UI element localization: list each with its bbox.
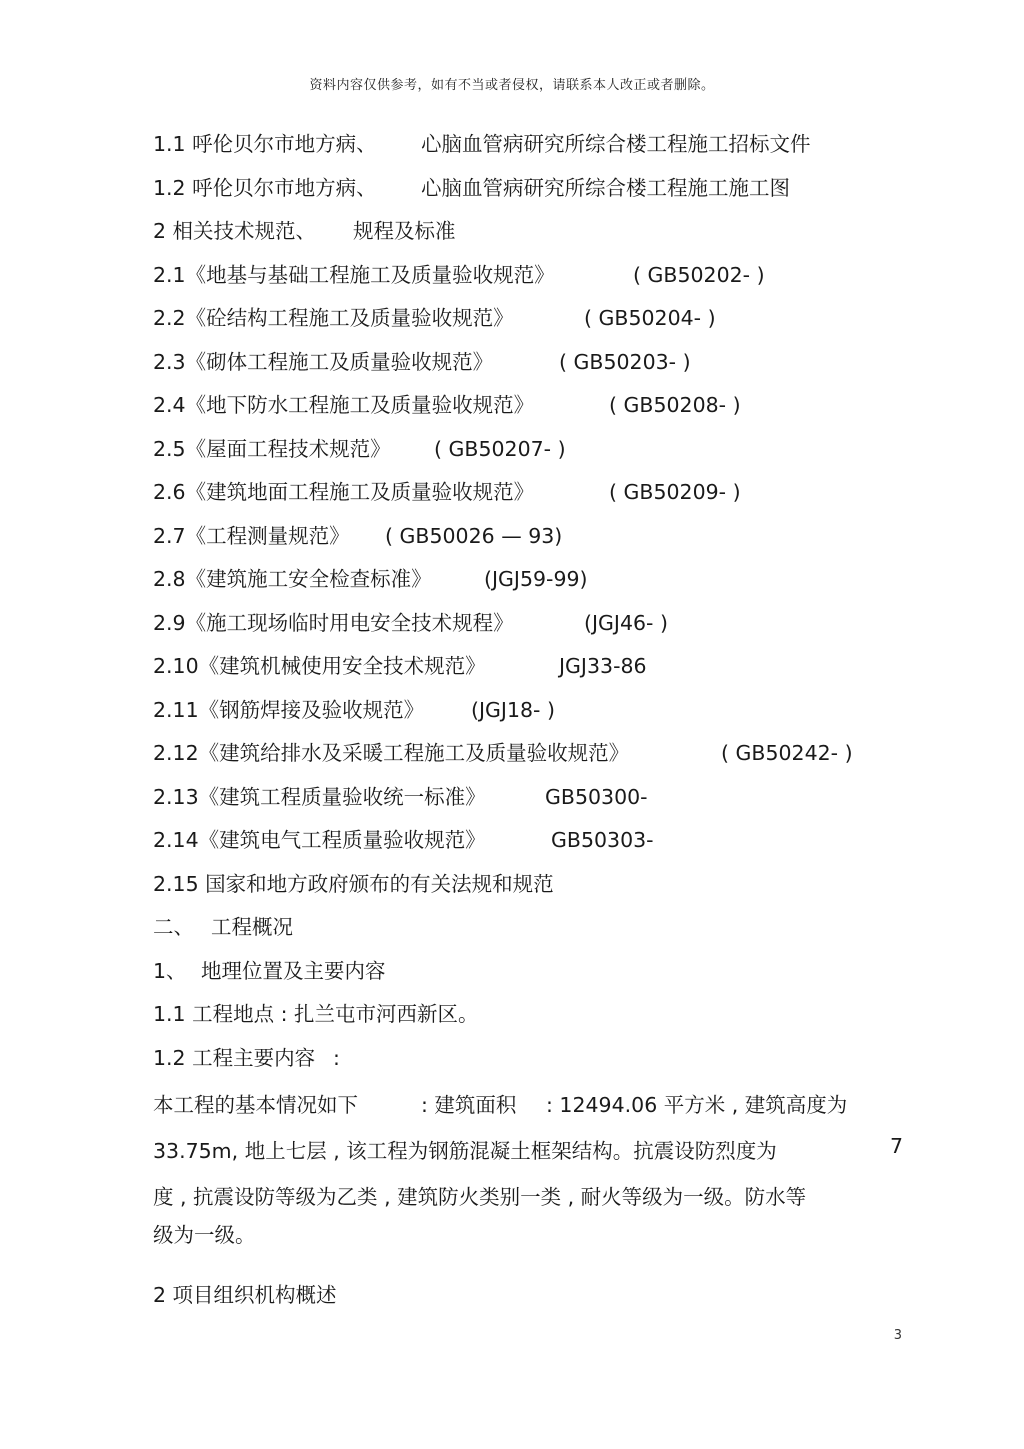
para-line-2a: 33.75m, 地上七层 , 该工程为钢筋混凝土框架结构。抗震设防烈度为 [153,1139,777,1163]
list-item: 2.11《钢筋焊接及验收规范》 (JGJ18- ) [153,697,555,722]
list-item: 2.15 国家和地方政府颁布的有关法规和规范 [153,871,554,896]
para-line-4: 级为一级。 [153,1223,256,1247]
list-item: 2.13《建筑工程质量验收统一标准》 GB50300- [153,784,648,809]
list-item: 2.14《建筑电气工程质量验收规范》 GB50303- [153,828,654,852]
para-line-3: 度 , 抗震设防等级为乙类 , 建筑防火类别一类 , 耐火等级为一级。防水等 [153,1185,807,1209]
list-item: 2.12《建筑给排水及采暖工程施工及质量验收规范》 ( GB50242- ) [153,741,853,765]
list-item: 2.9《施工现场临时用电安全技术规程》 (JGJ46- ) [153,610,668,635]
list-item: 2.4《地下防水工程施工及质量验收规范》 ( GB50208- ) [153,393,741,417]
project-overview-paragraph [153,1088,913,1258]
list-item: 1.1 呼伦贝尔市地方病、 心脑血管病研究所综合楼工程施工招标文件 [153,132,811,156]
section-heading: 1、 地理位置及主要内容 [153,958,386,983]
page-number: 3 [893,1328,902,1343]
para-line-1b: : 建筑面积 [421,1093,517,1117]
list-item: 1.2 呼伦贝尔市地方病、 心脑血管病研究所综合楼工程施工施工图 [153,175,790,200]
list-item: 2.8《建筑施工安全检查标准》 (JGJ59-99) [153,567,588,591]
section-heading: 2 项目组织机构概述 [153,1283,337,1307]
section-heading: 2 相关技术规范、 规程及标准 [153,219,456,243]
list-item: 2.10《建筑机械使用安全技术规范》 JGJ33-86 [153,654,647,678]
list-item: 2.1《地基与基础工程施工及质量验收规范》 ( GB50202- ) [153,262,765,287]
list-item: 2.7《工程测量规范》 ( GB50026 — 93) [153,523,563,548]
list-item: 2.5《屋面工程技术规范》 ( GB50207- ) [153,436,566,461]
para-line-1a: 本工程的基本情况如下 [153,1093,358,1117]
list-item: 2.2《砼结构工程施工及质量验收规范》 ( GB50204- ) [153,306,716,330]
list-item: 1.1 工程地点 : 扎兰屯市河西新区。 [153,1002,479,1026]
para-line-1c: : 12494.06 平方米 , 建筑高度为 [546,1093,848,1117]
page-header-note: 资料内容仅供参考，如有不当或者侵权，请联系本人改正或者删除。 [309,78,715,93]
para-line-2b: 7 [890,1134,904,1158]
list-item: 1.2 工程主要内容 : [153,1045,340,1070]
list-item: 2.6《建筑地面工程施工及质量验收规范》 ( GB50209- ) [153,480,741,504]
list-item: 2.3《砌体工程施工及质量验收规范》 ( GB50203- ) [153,349,691,374]
section-heading: 二、 工程概况 [153,915,293,939]
document-body [153,128,913,1085]
